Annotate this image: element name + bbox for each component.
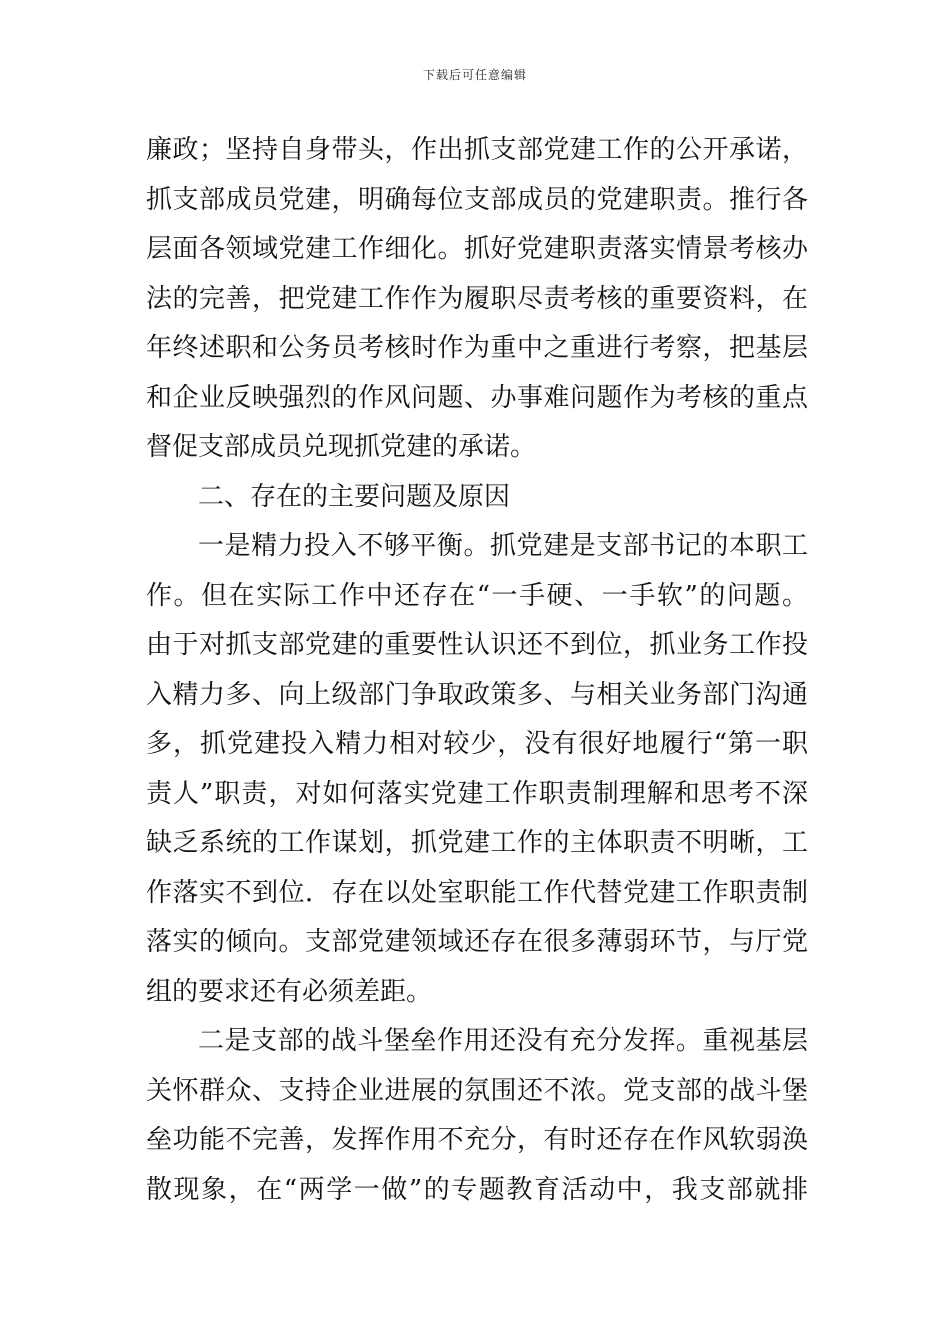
text-line: 垒功能不完善，发挥作用不充分，有时还存在作风软弱涣: [146, 1125, 808, 1155]
text-line: 多，抓党建投入精力相对较少，没有很好地履行“第一职: [146, 729, 808, 759]
text-line: 廉政；坚持自身带头，作出抓支部党建工作的公开承诺，: [146, 135, 808, 165]
text-line: 和企业反映强烈的作风问题、办事难问题作为考核的重点: [146, 382, 808, 413]
section-heading: 二、存在的主要问题及原因: [198, 481, 511, 512]
text-line: 年终述职和公务员考核时作为重中之重进行考察，把基层: [146, 333, 808, 363]
text-line: 由于对抓支部党建的重要性认识还不到位，抓业务工作投: [146, 630, 808, 660]
text-line: 督促支部成员兑现抓党建的承诺。: [146, 432, 537, 462]
text-line: 法的完善，把党建工作作为履职尽责考核的重要资料，在: [146, 283, 808, 314]
text-line: 入精力多、向上级部门争取政策多、与相关业务部门沟通: [146, 679, 808, 710]
text-line: 责人”职责，对如何落实党建工作职责制理解和思考不深: [146, 778, 808, 809]
text-line: 落实的倾向。支部党建领域还存在很多薄弱环节，与厅党: [146, 927, 808, 957]
text-line: 作。但在实际工作中还存在“一手硬、一手软”的问题。: [146, 580, 808, 611]
text-line: 抓支部成员党建，明确每位支部成员的党建职责。推行各: [146, 184, 808, 215]
text-line: 散现象，在“两学一做”的专题教育活动中，我支部就排: [146, 1174, 808, 1205]
text-line: 组的要求还有必须差距。: [146, 976, 433, 1007]
text-line: 作落实不到位．存在以处室职能工作代替党建工作职责制: [146, 877, 808, 908]
text-line: 缺乏系统的工作谋划，抓党建工作的主体职责不明晰，工: [146, 828, 808, 858]
text-line: 一是精力投入不够平衡。抓党建是支部书记的本职工: [198, 531, 808, 561]
text-line: 层面各领域党建工作细化。抓好党建职责落实情景考核办: [146, 234, 808, 264]
text-line: 关怀群众、支持企业进展的氛围还不浓。党支部的战斗堡: [146, 1075, 808, 1106]
text-line: 二是支部的战斗堡垒作用还没有充分发挥。重视基层: [198, 1026, 808, 1056]
document-body: [146, 126, 808, 1215]
page-header-note: 下载后可任意编辑: [422, 68, 527, 82]
